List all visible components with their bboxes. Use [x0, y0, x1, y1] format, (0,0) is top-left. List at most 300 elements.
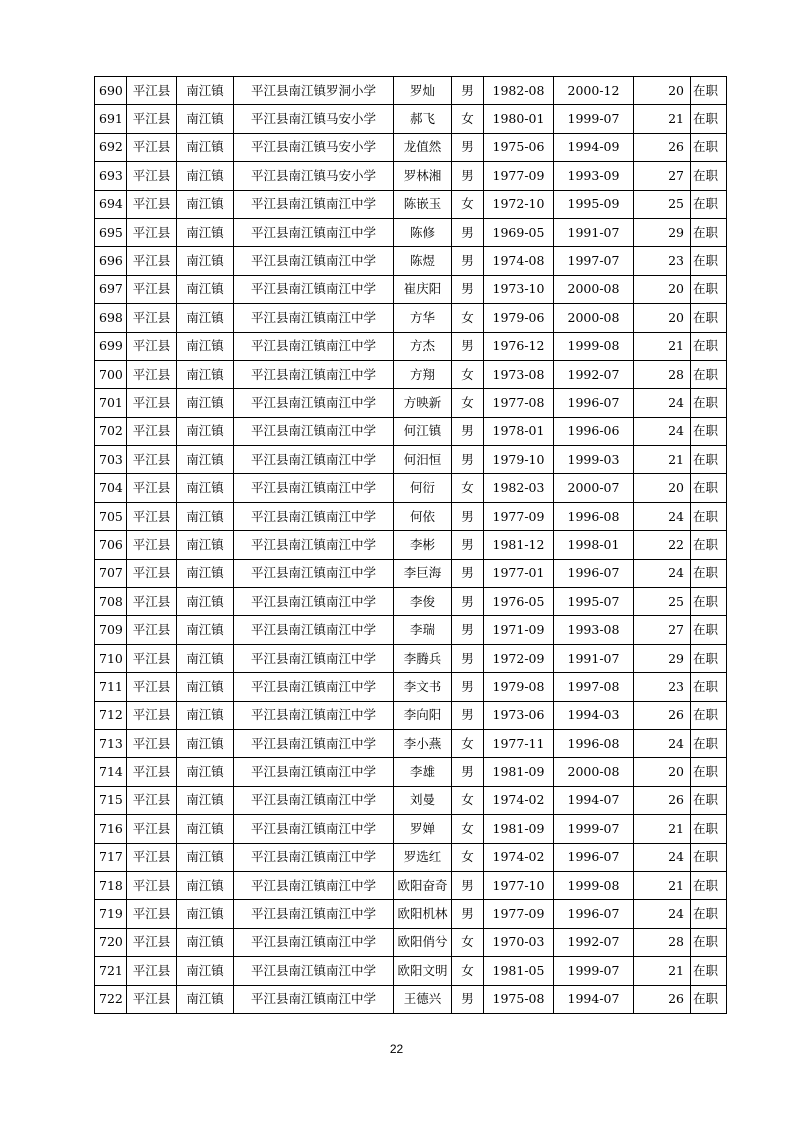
county-cell: 平江县 — [127, 531, 177, 559]
table-row — [95, 77, 727, 105]
row-index: 714 — [95, 758, 127, 786]
row-index: 704 — [95, 474, 127, 502]
county-cell: 平江县 — [127, 815, 177, 843]
school-cell: 平江县南江镇南江中学 — [234, 502, 394, 530]
status-cell: 在职 — [691, 389, 727, 417]
status-cell: 在职 — [691, 673, 727, 701]
years-cell: 21 — [634, 332, 691, 360]
status-cell: 在职 — [691, 218, 727, 246]
name-cell: 方翔 — [394, 360, 452, 388]
birth-date-cell: 1982-03 — [484, 474, 554, 502]
birth-date-cell: 1973-06 — [484, 701, 554, 729]
school-cell: 平江县南江镇南江中学 — [234, 843, 394, 871]
name-cell: 李巨海 — [394, 559, 452, 587]
school-cell: 平江县南江镇南江中学 — [234, 758, 394, 786]
county-cell: 平江县 — [127, 275, 177, 303]
school-cell: 平江县南江镇南江中学 — [234, 275, 394, 303]
gender-cell: 男 — [452, 985, 484, 1013]
status-cell: 在职 — [691, 928, 727, 956]
years-cell: 21 — [634, 446, 691, 474]
birth-date-cell: 1978-01 — [484, 417, 554, 445]
row-index: 703 — [95, 446, 127, 474]
county-cell: 平江县 — [127, 77, 177, 105]
town-cell: 南江镇 — [177, 275, 234, 303]
status-cell: 在职 — [691, 190, 727, 218]
name-cell: 郝飞 — [394, 105, 452, 133]
row-index: 699 — [95, 332, 127, 360]
years-cell: 26 — [634, 701, 691, 729]
table-row — [95, 701, 727, 729]
status-cell: 在职 — [691, 559, 727, 587]
status-cell: 在职 — [691, 275, 727, 303]
start-date-cell: 2000-08 — [554, 275, 634, 303]
row-index: 707 — [95, 559, 127, 587]
start-date-cell: 1995-09 — [554, 190, 634, 218]
school-cell: 平江县南江镇南江中学 — [234, 900, 394, 928]
row-index: 720 — [95, 928, 127, 956]
row-index: 701 — [95, 389, 127, 417]
start-date-cell: 1992-07 — [554, 360, 634, 388]
name-cell: 陈煜 — [394, 247, 452, 275]
years-cell: 20 — [634, 77, 691, 105]
name-cell: 方杰 — [394, 332, 452, 360]
birth-date-cell: 1972-09 — [484, 644, 554, 672]
name-cell: 陈修 — [394, 218, 452, 246]
row-index: 718 — [95, 871, 127, 899]
birth-date-cell: 1982-08 — [484, 77, 554, 105]
years-cell: 21 — [634, 871, 691, 899]
gender-cell: 男 — [452, 133, 484, 161]
table-row — [95, 843, 727, 871]
row-index: 715 — [95, 786, 127, 814]
row-index: 698 — [95, 304, 127, 332]
years-cell: 29 — [634, 218, 691, 246]
school-cell: 平江县南江镇马安小学 — [234, 133, 394, 161]
town-cell: 南江镇 — [177, 900, 234, 928]
town-cell: 南江镇 — [177, 105, 234, 133]
birth-date-cell: 1974-02 — [484, 786, 554, 814]
row-index: 697 — [95, 275, 127, 303]
county-cell: 平江县 — [127, 701, 177, 729]
school-cell: 平江县南江镇南江中学 — [234, 701, 394, 729]
row-index: 696 — [95, 247, 127, 275]
table-row — [95, 105, 727, 133]
birth-date-cell: 1977-09 — [484, 162, 554, 190]
county-cell: 平江县 — [127, 644, 177, 672]
birth-date-cell: 1975-06 — [484, 133, 554, 161]
start-date-cell: 2000-08 — [554, 304, 634, 332]
gender-cell: 男 — [452, 502, 484, 530]
town-cell: 南江镇 — [177, 162, 234, 190]
county-cell: 平江县 — [127, 190, 177, 218]
table-row — [95, 531, 727, 559]
years-cell: 27 — [634, 162, 691, 190]
gender-cell: 男 — [452, 644, 484, 672]
gender-cell: 男 — [452, 247, 484, 275]
row-index: 721 — [95, 957, 127, 985]
name-cell: 王德兴 — [394, 985, 452, 1013]
name-cell: 何汨恒 — [394, 446, 452, 474]
birth-date-cell: 1976-12 — [484, 332, 554, 360]
school-cell: 平江县南江镇南江中学 — [234, 332, 394, 360]
county-cell: 平江县 — [127, 162, 177, 190]
birth-date-cell: 1971-09 — [484, 616, 554, 644]
years-cell: 26 — [634, 985, 691, 1013]
gender-cell: 女 — [452, 843, 484, 871]
town-cell: 南江镇 — [177, 729, 234, 757]
status-cell: 在职 — [691, 843, 727, 871]
table-row — [95, 332, 727, 360]
birth-date-cell: 1981-09 — [484, 815, 554, 843]
county-cell: 平江县 — [127, 247, 177, 275]
gender-cell: 男 — [452, 701, 484, 729]
county-cell: 平江县 — [127, 502, 177, 530]
birth-date-cell: 1975-08 — [484, 985, 554, 1013]
page-number: 22 — [389, 1042, 404, 1056]
county-cell: 平江县 — [127, 588, 177, 616]
start-date-cell: 1999-07 — [554, 105, 634, 133]
gender-cell: 女 — [452, 474, 484, 502]
county-cell: 平江县 — [127, 673, 177, 701]
start-date-cell: 1996-08 — [554, 729, 634, 757]
table-row — [95, 190, 727, 218]
county-cell: 平江县 — [127, 218, 177, 246]
row-index: 702 — [95, 417, 127, 445]
name-cell: 刘曼 — [394, 786, 452, 814]
years-cell: 24 — [634, 389, 691, 417]
table-row — [95, 644, 727, 672]
county-cell: 平江县 — [127, 332, 177, 360]
birth-date-cell: 1972-10 — [484, 190, 554, 218]
status-cell: 在职 — [691, 332, 727, 360]
town-cell: 南江镇 — [177, 701, 234, 729]
school-cell: 平江县南江镇南江中学 — [234, 389, 394, 417]
birth-date-cell: 1973-08 — [484, 360, 554, 388]
school-cell: 平江县南江镇南江中学 — [234, 985, 394, 1013]
name-cell: 李雄 — [394, 758, 452, 786]
school-cell: 平江县南江镇南江中学 — [234, 474, 394, 502]
row-index: 695 — [95, 218, 127, 246]
name-cell: 方映新 — [394, 389, 452, 417]
table-row — [95, 616, 727, 644]
gender-cell: 男 — [452, 446, 484, 474]
table-row — [95, 957, 727, 985]
status-cell: 在职 — [691, 701, 727, 729]
years-cell: 24 — [634, 843, 691, 871]
town-cell: 南江镇 — [177, 985, 234, 1013]
table-row — [95, 729, 727, 757]
name-cell: 陈嵌玉 — [394, 190, 452, 218]
gender-cell: 男 — [452, 588, 484, 616]
status-cell: 在职 — [691, 985, 727, 1013]
town-cell: 南江镇 — [177, 871, 234, 899]
status-cell: 在职 — [691, 616, 727, 644]
row-index: 690 — [95, 77, 127, 105]
name-cell: 李向阳 — [394, 701, 452, 729]
town-cell: 南江镇 — [177, 928, 234, 956]
school-cell: 平江县南江镇南江中学 — [234, 729, 394, 757]
status-cell: 在职 — [691, 588, 727, 616]
row-index: 722 — [95, 985, 127, 1013]
table-row — [95, 360, 727, 388]
birth-date-cell: 1977-09 — [484, 900, 554, 928]
years-cell: 24 — [634, 729, 691, 757]
gender-cell: 男 — [452, 559, 484, 587]
status-cell: 在职 — [691, 871, 727, 899]
row-index: 713 — [95, 729, 127, 757]
table-row — [95, 474, 727, 502]
table-row — [95, 985, 727, 1013]
school-cell: 平江县南江镇南江中学 — [234, 559, 394, 587]
years-cell: 20 — [634, 275, 691, 303]
school-cell: 平江县南江镇南江中学 — [234, 815, 394, 843]
status-cell: 在职 — [691, 531, 727, 559]
name-cell: 何江镇 — [394, 417, 452, 445]
table-row — [95, 786, 727, 814]
birth-date-cell: 1981-09 — [484, 758, 554, 786]
start-date-cell: 2000-07 — [554, 474, 634, 502]
birth-date-cell: 1973-10 — [484, 275, 554, 303]
gender-cell: 女 — [452, 928, 484, 956]
status-cell: 在职 — [691, 786, 727, 814]
school-cell: 平江县南江镇南江中学 — [234, 588, 394, 616]
school-cell: 平江县南江镇南江中学 — [234, 360, 394, 388]
years-cell: 26 — [634, 133, 691, 161]
school-cell: 平江县南江镇南江中学 — [234, 446, 394, 474]
start-date-cell: 1991-07 — [554, 644, 634, 672]
years-cell: 25 — [634, 190, 691, 218]
name-cell: 龙值然 — [394, 133, 452, 161]
start-date-cell: 1993-08 — [554, 616, 634, 644]
start-date-cell: 1992-07 — [554, 928, 634, 956]
county-cell: 平江县 — [127, 871, 177, 899]
county-cell: 平江县 — [127, 786, 177, 814]
county-cell: 平江县 — [127, 559, 177, 587]
years-cell: 23 — [634, 247, 691, 275]
table-row — [95, 247, 727, 275]
birth-date-cell: 1980-01 — [484, 105, 554, 133]
school-cell: 平江县南江镇罗洞小学 — [234, 77, 394, 105]
school-cell: 平江县南江镇马安小学 — [234, 162, 394, 190]
start-date-cell: 1994-07 — [554, 786, 634, 814]
name-cell: 方华 — [394, 304, 452, 332]
school-cell: 平江县南江镇南江中学 — [234, 531, 394, 559]
county-cell: 平江县 — [127, 105, 177, 133]
start-date-cell: 1996-06 — [554, 417, 634, 445]
school-cell: 平江县南江镇南江中学 — [234, 644, 394, 672]
years-cell: 22 — [634, 531, 691, 559]
table-row — [95, 502, 727, 530]
years-cell: 20 — [634, 304, 691, 332]
birth-date-cell: 1979-06 — [484, 304, 554, 332]
status-cell: 在职 — [691, 360, 727, 388]
birth-date-cell: 1981-12 — [484, 531, 554, 559]
birth-date-cell: 1977-01 — [484, 559, 554, 587]
row-index: 705 — [95, 502, 127, 530]
gender-cell: 男 — [452, 218, 484, 246]
start-date-cell: 1996-07 — [554, 559, 634, 587]
town-cell: 南江镇 — [177, 360, 234, 388]
row-index: 706 — [95, 531, 127, 559]
school-cell: 平江县南江镇南江中学 — [234, 957, 394, 985]
town-cell: 南江镇 — [177, 247, 234, 275]
name-cell: 李腾兵 — [394, 644, 452, 672]
years-cell: 29 — [634, 644, 691, 672]
name-cell: 何衍 — [394, 474, 452, 502]
birth-date-cell: 1974-08 — [484, 247, 554, 275]
gender-cell: 女 — [452, 815, 484, 843]
town-cell: 南江镇 — [177, 843, 234, 871]
town-cell: 南江镇 — [177, 957, 234, 985]
row-index: 694 — [95, 190, 127, 218]
gender-cell: 男 — [452, 531, 484, 559]
school-cell: 平江县南江镇南江中学 — [234, 218, 394, 246]
name-cell: 罗林湘 — [394, 162, 452, 190]
county-cell: 平江县 — [127, 616, 177, 644]
gender-cell: 女 — [452, 105, 484, 133]
name-cell: 欧阳奋奇 — [394, 871, 452, 899]
town-cell: 南江镇 — [177, 304, 234, 332]
gender-cell: 女 — [452, 190, 484, 218]
county-cell: 平江县 — [127, 389, 177, 417]
town-cell: 南江镇 — [177, 389, 234, 417]
start-date-cell: 2000-12 — [554, 77, 634, 105]
gender-cell: 男 — [452, 275, 484, 303]
years-cell: 21 — [634, 957, 691, 985]
school-cell: 平江县南江镇南江中学 — [234, 928, 394, 956]
status-cell: 在职 — [691, 446, 727, 474]
years-cell: 24 — [634, 502, 691, 530]
status-cell: 在职 — [691, 304, 727, 332]
row-index: 717 — [95, 843, 127, 871]
start-date-cell: 1993-09 — [554, 162, 634, 190]
school-cell: 平江县南江镇南江中学 — [234, 786, 394, 814]
town-cell: 南江镇 — [177, 332, 234, 360]
gender-cell: 男 — [452, 417, 484, 445]
status-cell: 在职 — [691, 417, 727, 445]
gender-cell: 男 — [452, 871, 484, 899]
start-date-cell: 1999-07 — [554, 957, 634, 985]
town-cell: 南江镇 — [177, 559, 234, 587]
row-index: 692 — [95, 133, 127, 161]
status-cell: 在职 — [691, 957, 727, 985]
status-cell: 在职 — [691, 133, 727, 161]
school-cell: 平江县南江镇南江中学 — [234, 616, 394, 644]
start-date-cell: 1995-07 — [554, 588, 634, 616]
county-cell: 平江县 — [127, 928, 177, 956]
gender-cell: 女 — [452, 786, 484, 814]
start-date-cell: 1994-03 — [554, 701, 634, 729]
birth-date-cell: 1977-08 — [484, 389, 554, 417]
years-cell: 24 — [634, 559, 691, 587]
birth-date-cell: 1974-02 — [484, 843, 554, 871]
years-cell: 26 — [634, 786, 691, 814]
years-cell: 24 — [634, 900, 691, 928]
years-cell: 25 — [634, 588, 691, 616]
gender-cell: 男 — [452, 332, 484, 360]
roster-body — [95, 77, 727, 1014]
name-cell: 李小燕 — [394, 729, 452, 757]
table-row — [95, 758, 727, 786]
start-date-cell: 1998-01 — [554, 531, 634, 559]
gender-cell: 男 — [452, 616, 484, 644]
name-cell: 何依 — [394, 502, 452, 530]
years-cell: 21 — [634, 105, 691, 133]
name-cell: 罗婵 — [394, 815, 452, 843]
county-cell: 平江县 — [127, 446, 177, 474]
name-cell: 欧阳俏兮 — [394, 928, 452, 956]
table-row — [95, 417, 727, 445]
table-row — [95, 588, 727, 616]
gender-cell: 女 — [452, 360, 484, 388]
school-cell: 平江县南江镇南江中学 — [234, 190, 394, 218]
years-cell: 28 — [634, 928, 691, 956]
table-row — [95, 133, 727, 161]
start-date-cell: 1996-07 — [554, 389, 634, 417]
start-date-cell: 1997-07 — [554, 247, 634, 275]
town-cell: 南江镇 — [177, 218, 234, 246]
status-cell: 在职 — [691, 77, 727, 105]
table-row — [95, 162, 727, 190]
teacher-roster-table — [94, 76, 727, 1014]
birth-date-cell: 1981-05 — [484, 957, 554, 985]
county-cell: 平江县 — [127, 133, 177, 161]
table-row — [95, 218, 727, 246]
gender-cell: 男 — [452, 77, 484, 105]
years-cell: 21 — [634, 815, 691, 843]
birth-date-cell: 1977-11 — [484, 729, 554, 757]
school-cell: 平江县南江镇南江中学 — [234, 304, 394, 332]
county-cell: 平江县 — [127, 843, 177, 871]
gender-cell: 男 — [452, 758, 484, 786]
town-cell: 南江镇 — [177, 815, 234, 843]
county-cell: 平江县 — [127, 360, 177, 388]
start-date-cell: 1999-08 — [554, 871, 634, 899]
county-cell: 平江县 — [127, 729, 177, 757]
county-cell: 平江县 — [127, 758, 177, 786]
table-row — [95, 673, 727, 701]
row-index: 712 — [95, 701, 127, 729]
table-row — [95, 559, 727, 587]
name-cell: 罗选红 — [394, 843, 452, 871]
years-cell: 20 — [634, 758, 691, 786]
name-cell: 李文书 — [394, 673, 452, 701]
birth-date-cell: 1976-05 — [484, 588, 554, 616]
start-date-cell: 1996-07 — [554, 843, 634, 871]
start-date-cell: 1996-07 — [554, 900, 634, 928]
start-date-cell: 1994-09 — [554, 133, 634, 161]
status-cell: 在职 — [691, 815, 727, 843]
gender-cell: 女 — [452, 729, 484, 757]
row-index: 708 — [95, 588, 127, 616]
start-date-cell: 1997-08 — [554, 673, 634, 701]
gender-cell: 女 — [452, 957, 484, 985]
start-date-cell: 1991-07 — [554, 218, 634, 246]
school-cell: 平江县南江镇马安小学 — [234, 105, 394, 133]
birth-date-cell: 1979-08 — [484, 673, 554, 701]
status-cell: 在职 — [691, 247, 727, 275]
town-cell: 南江镇 — [177, 531, 234, 559]
name-cell: 崔庆阳 — [394, 275, 452, 303]
start-date-cell: 1999-07 — [554, 815, 634, 843]
town-cell: 南江镇 — [177, 474, 234, 502]
gender-cell: 女 — [452, 304, 484, 332]
town-cell: 南江镇 — [177, 616, 234, 644]
town-cell: 南江镇 — [177, 758, 234, 786]
county-cell: 平江县 — [127, 985, 177, 1013]
table-row — [95, 928, 727, 956]
row-index: 691 — [95, 105, 127, 133]
